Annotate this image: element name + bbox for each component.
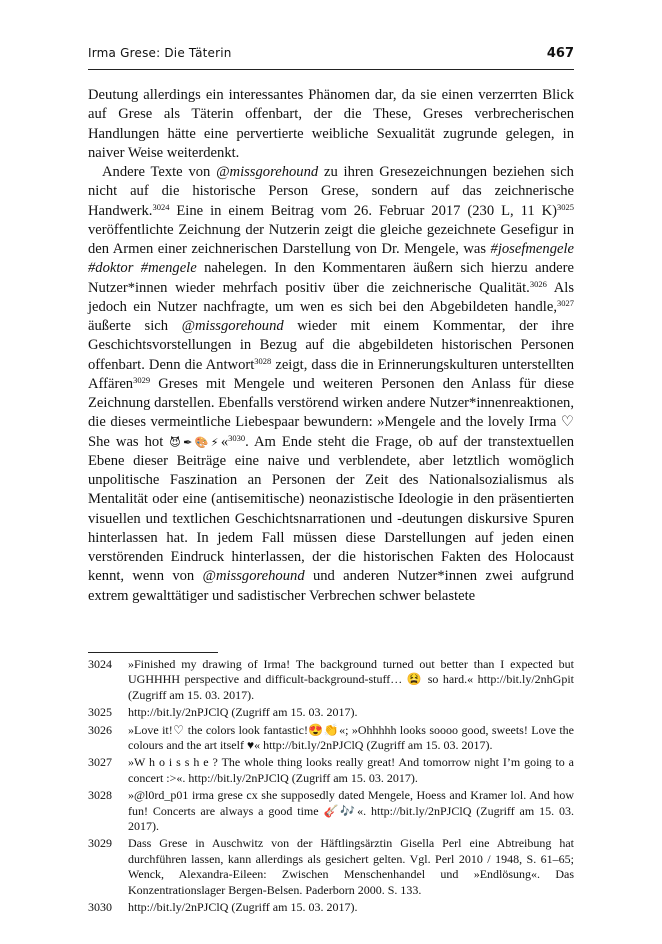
footnote <box>88 705 574 720</box>
footnote-number: 3029 <box>88 836 112 851</box>
text-run: veröffentlichte Zeichnung der Nutzerin zeigt die gleiche gezeichnete Gesefigur in den Armen einer zeichnerischen Darstellung von Dr. Mengele, was <box>88 221 574 257</box>
text-run: äußerte sich <box>88 318 182 334</box>
handle-missgorehound: @missgorehound <box>202 568 305 585</box>
footnote <box>88 723 574 754</box>
footnote <box>88 788 574 834</box>
footnote-text: »Finished my drawing of Irma! The background turned out better than I expected but UGHHHH perspective and difficult-background-stuff… 😫 so hard.« http://bit.ly/2nhGpit (Zugriff am 15. 03. 2017). <box>128 657 574 702</box>
footnote-text: http://bit.ly/2nPJClQ (Zugriff am 15. 03. 2017). <box>128 705 358 720</box>
text-run: Eine in einem Beitrag vom 26. Februar 2017 (230 L, 11 K) <box>169 202 557 219</box>
footnote-text: http://bit.ly/2nPJClQ (Zugriff am 15. 03. 2017). <box>128 900 358 915</box>
footnote-text: »@l0rd_p01 irma grese cx she supposedly dated Mengele, Hoess and Kramer lol. And how fun! Concerts are always a good time 🎸🎶«. http://bit.ly/2nPJClQ (Zugriff am 15. 03. 2017). <box>128 788 574 834</box>
footnote-text: Dass Grese in Auschwitz von der Häftlingsärztin Gisella Perl eine Abtreibung hat durchführen lassen, kann allerdings als gesichert gelten. Vgl. Perl 2010 / 1948, S. 61–65; Wenck, Alexandra-Eileen: Zwischen Menschenhandel und »Endlösung«. Das Konzentrationslager Bergen-Belsen. Paderborn 2000. S. 133. <box>128 836 574 897</box>
handle-missgorehound: @missgorehound <box>181 318 284 334</box>
page-number: 467 <box>546 46 574 61</box>
text-run: zeigt, dass die in Erinnerungskulturen unterstellten Affären <box>88 356 575 392</box>
text-run: zu ihren Gresezeichnungen beziehen sich nicht auf die historische Person Grese, sondern auf das zeichnerische Handwerk. <box>88 164 574 219</box>
text-run: « <box>220 433 229 450</box>
footnote-rule <box>88 652 218 653</box>
footnote-number: 3027 <box>88 755 112 770</box>
emoji-sequence: 😈✒🎨⚡ <box>169 435 221 449</box>
footnote-ref-3025[interactable]: 3025 <box>557 201 574 212</box>
footnote-ref-3029[interactable]: 3029 <box>133 374 151 385</box>
running-title: Irma Grese: Die Täterin <box>88 46 232 60</box>
footnote <box>88 755 574 786</box>
footnote-ref-3028[interactable]: 3028 <box>254 355 272 366</box>
footnote-number: 3025 <box>88 705 112 720</box>
footnote-ref-3026[interactable]: 3026 <box>529 278 547 289</box>
footnote <box>88 836 574 898</box>
text-run: Andere Texte von <box>102 164 217 180</box>
running-header <box>88 46 574 68</box>
footnote-text: »Love it!♡ the colors look fantastic!😍👏«; »Ohhhhh looks soooo good, sweets! Love the colours and the art itself ♥« http://bit.ly/2nPJClQ (Zugriff am 15. 03. 2017). <box>128 722 574 753</box>
text-run: nahelegen. In den Kommentaren äußern sich hierzu andere Nutzer*innen wieder mehrfach positiv über die zeichnerische Qualität. <box>88 260 574 296</box>
text-run: und anderen Nutzer*innen zwei aufgrund extrem gewalttätiger und sadistischer Verbrechen schwer belastete <box>88 568 574 604</box>
footnote-number: 3030 <box>88 900 112 915</box>
handle-missgorehound: @missgorehound <box>216 164 319 180</box>
footnote-text: »W h o i s s h e ? The whole thing looks really great! And tomorrow night I’m going to a concert :>«. http://bit.ly/2nPJClQ (Zugriff am 15. 03. 2017). <box>128 755 574 785</box>
hashtags: #josefmengele #doktor #mengele <box>88 241 574 277</box>
text-run: . Am Ende steht die Frage, ob auf der transtextuellen Ebene dieser Beiträge eine naive und verblendete, aber letztlich womöglich unpolitische Faszination an Personen der Zeit des Nationalsozialismus als Mentalität oder eine (antisemitische) neonazistische Ideologie in den präsentierten visuellen und textlichen Geschichtsnarrationen und -deutungen diskursive Spuren hinterlassen hat. In jedem Fall müssen diese Darstellungen auf jeden einen verstörenden Eindruck hinterlassen, der die historischen Fakten des Holocaust kennt, wenn von <box>88 433 574 585</box>
text-run: Greses mit Mengele und weiteren Personen den Anlass für diese Zeichnung darstellen. Ebenfalls verstörend wirken andere Nutzer*innenreaktionen, die dieses vermeintliche Liebespaar bewundern: »Mengele and the lovely Irma ♡ She was hot <box>88 375 574 450</box>
footnote-number: 3028 <box>88 788 112 803</box>
paragraph-2 <box>88 163 574 606</box>
footnotes <box>88 657 574 918</box>
footnote <box>88 900 574 915</box>
footnote-number: 3024 <box>88 657 112 671</box>
footnote <box>88 657 574 703</box>
footnote-number: 3026 <box>88 722 112 737</box>
text-run: Als jedoch ein Nutzer nachfragte, um wen es sich bei den Abgebildeten handle, <box>88 279 574 315</box>
footnote-ref-3024[interactable]: 3024 <box>152 201 170 212</box>
text-run: wieder mit einem Kommentar, der ihre Geschichtsvorstellungen in Bezug auf die abgebildeten historischen Personen offenbart. Denn die Antwort <box>88 318 574 373</box>
footnote-ref-3027[interactable]: 3027 <box>557 297 574 308</box>
main-text <box>88 86 574 606</box>
paragraph-1: Deutung allerdings ein interessantes Phänomen dar, da sie einen verzerrten Blick auf Grese als Täterin offenbart, der die These, Greses verbrecherischen Handlungen hätte eine pervertierte weibliche Sexualität zugrunde gelegen, in naiver Weise weiterdenkt. <box>88 87 574 161</box>
footnote-ref-3030[interactable]: 3030 <box>228 432 246 443</box>
header-rule <box>88 69 574 70</box>
